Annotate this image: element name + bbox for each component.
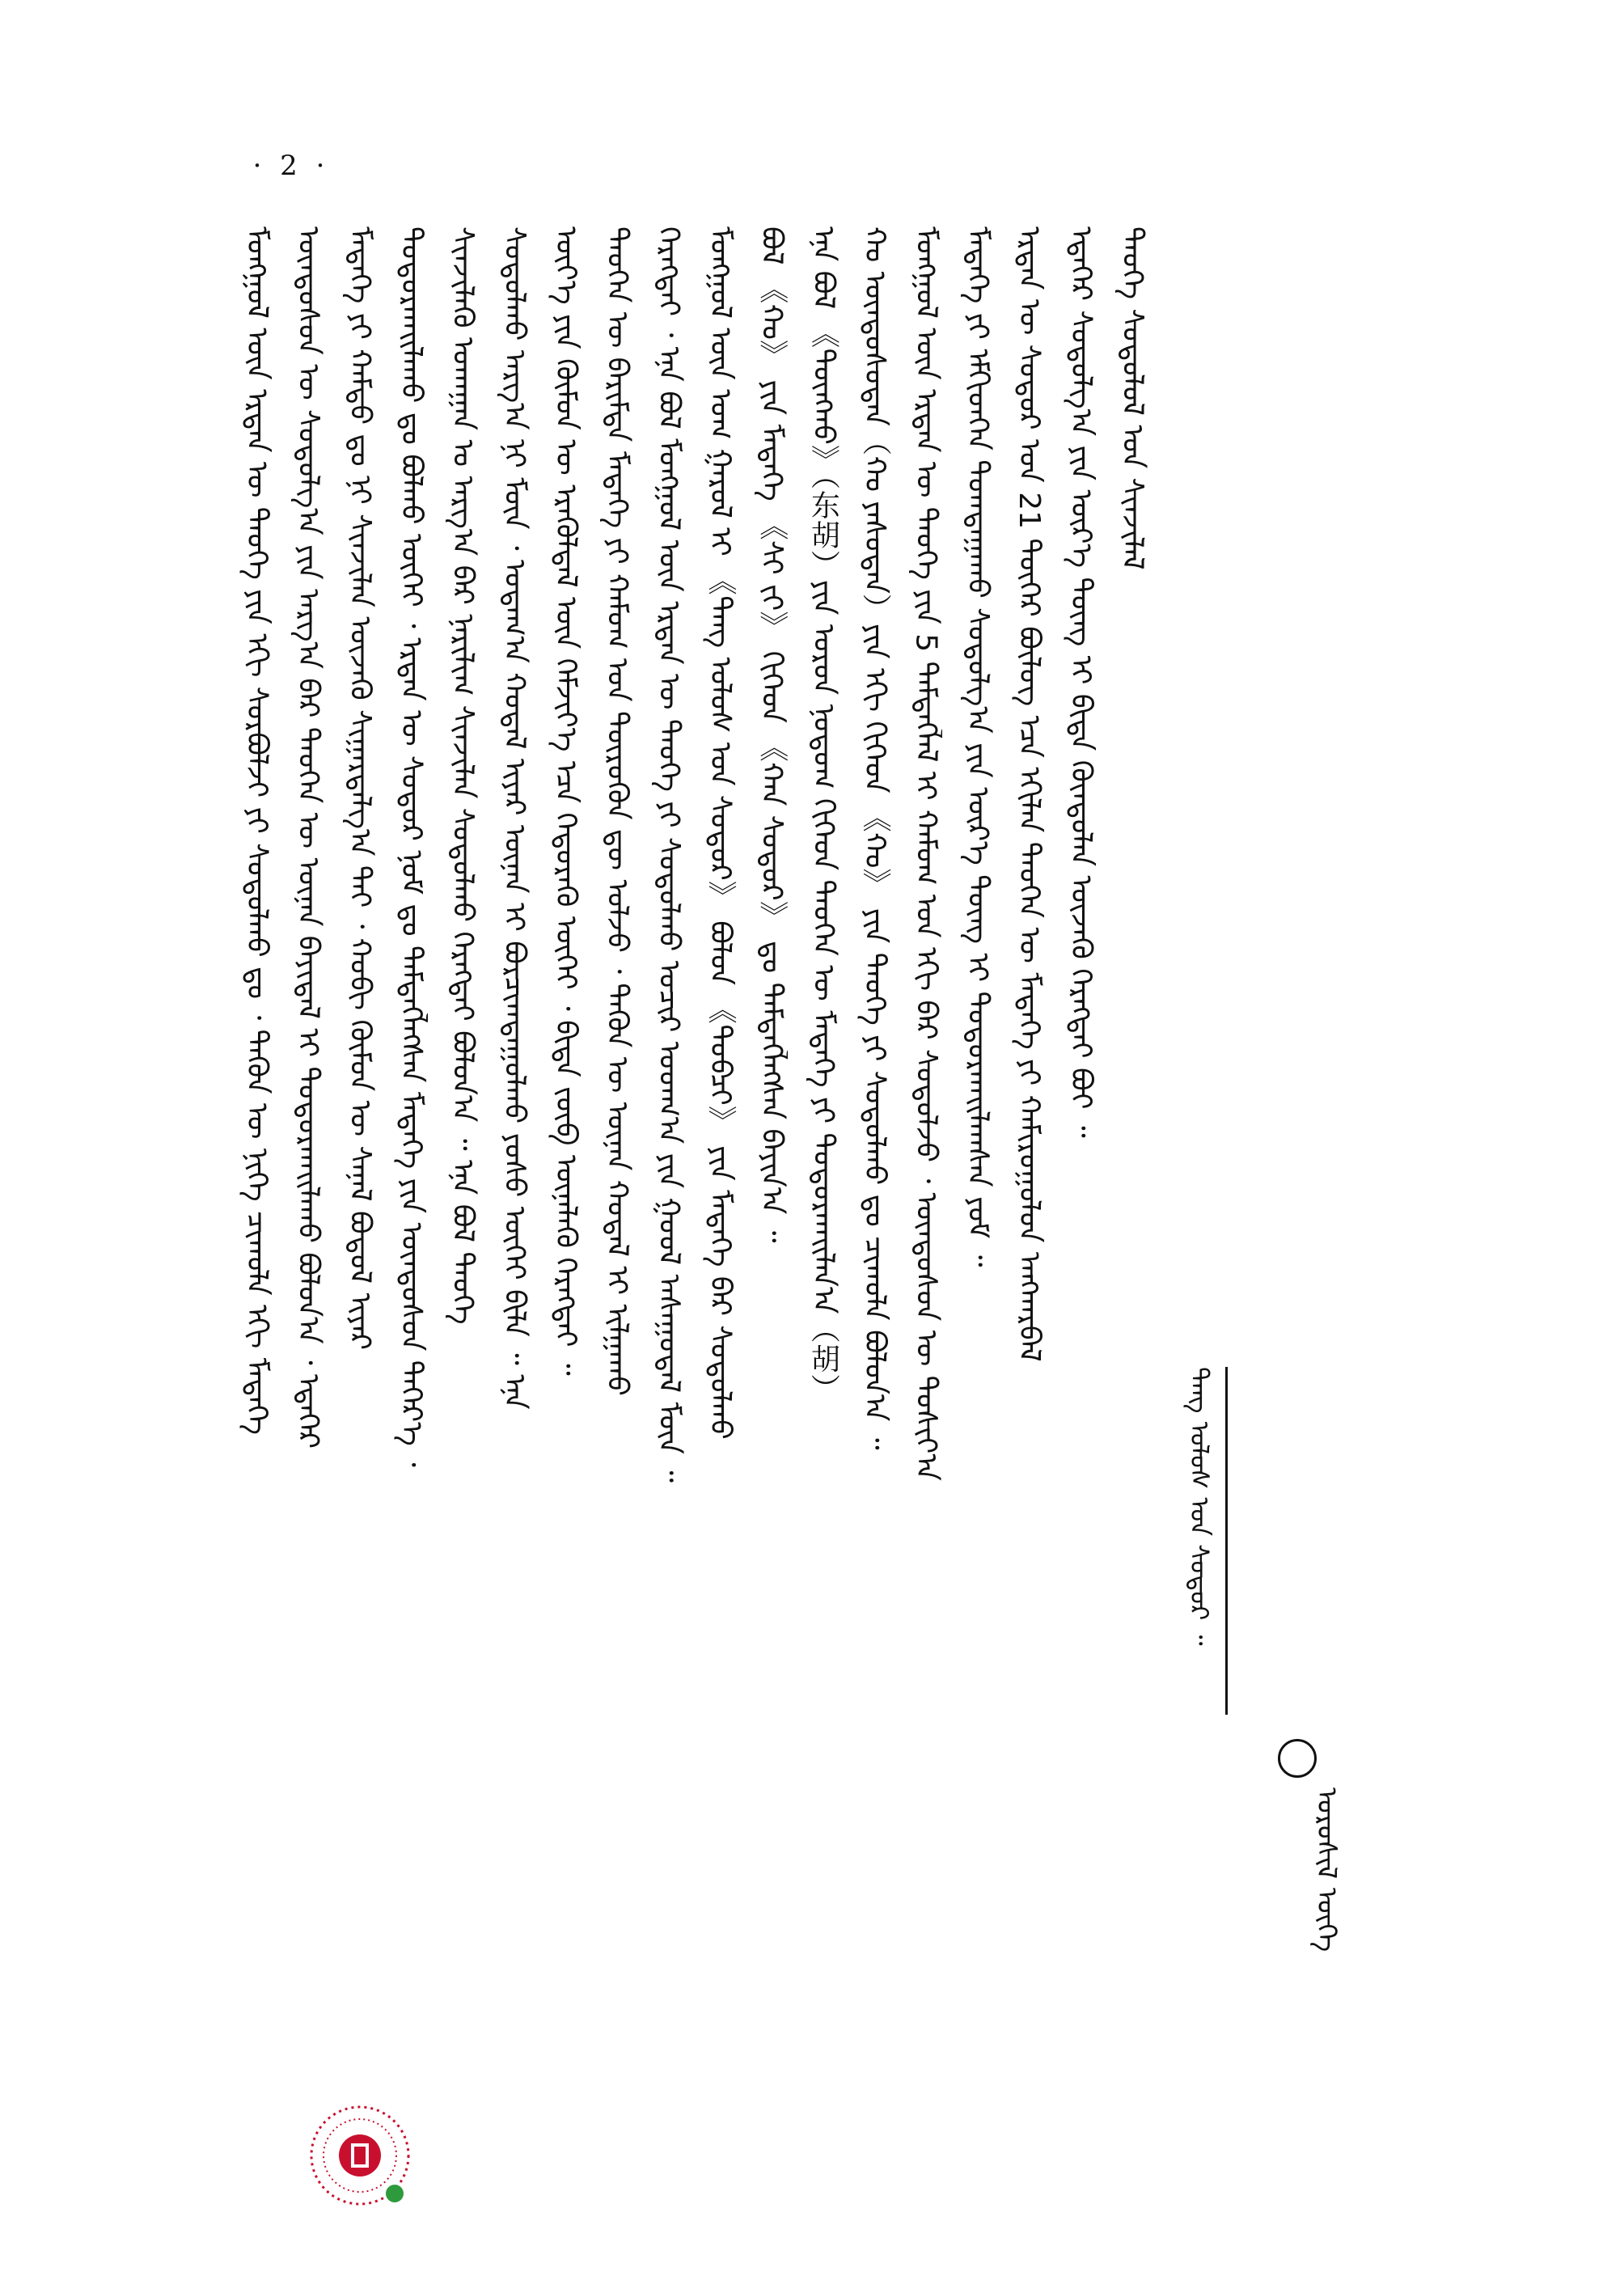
text-line: ᠰᠢᠨᠵᠢᠯᠡᠬᠦ ᠤᠬᠠᠭᠠᠨ ᠤ ᠠᠷᠭ᠎ᠠ ᠪᠠᠷ ᠨᠠᠷᠢᠯᠢᠭ ᠰᠢᠨᠵᠢᠯᠡᠨ ᠰᠤᠳᠤᠯᠬᠤ ᠬᠡᠷᠡᠭᠲᠡᠢ ᠪᠣᠯᠣᠨ᠎ᠠ ᠃ ᠡᠨᠡ ᠪᠣᠯ ᠲᠡᠦᠬᠡ bbox=[446, 226, 480, 1325]
text-line: ᠦᠨᠳᠦᠰᠦᠨ ᠦ ᠰᠤᠳᠤᠯᠭ᠎ᠠ ᠶᠢᠨ ᠠᠷᠭ᠎ᠠ ᠪᠠᠷ ᠲᠡᠦᠬᠡᠨ ᠦ ᠦᠨᠡᠨ ᠪᠠᠶᠢᠳᠠᠯ ᠢ ᠲᠣᠳᠣᠷᠬᠠᠢᠯᠠᠬᠤ ᠪᠣᠯᠣᠨ᠎ᠠ ᠂ ᠡᠳᠡᠭᠡᠷ bbox=[291, 226, 325, 1449]
text-line: ᠰᠤᠳᠤᠯᠬᠤ ᠠᠷᠭ᠎ᠠ ᠨᠢ ᠮᠥᠨ ᠂ ᠤᠳᠠᠭ᠎ᠠ ᠬᠤᠳᠠᠯ ᠢᠶᠠᠷ ᠦᠨᠡᠨ ᠢ ᠪᠤᠷᠴᠢᠭᠳᠠᠭᠤᠯᠬᠤ ᠶᠣᠰᠣ ᠦᠭᠡᠢ ᠪᠢᠯᠡ ᠃ ᠡᠨᠡ bbox=[497, 226, 531, 1410]
body-text-block bbox=[235, 226, 1148, 2087]
footer-label: ᠣᠷᠣᠰᠢᠯ ᠦᠭᠡ bbox=[1310, 1787, 1343, 1952]
text-line: ᠲᠣᠳᠣᠷᠬᠠᠢᠯᠠᠬᠤ ᠳᠤ ᠪᠣᠯᠬᠤ ᠦᠭᠡᠢ ᠂ ᠡᠷᠲᠡᠨ ᠦ ᠰᠤᠳᠤᠷ ᠨᠣᠮ ᠳᠤ ᠲᠡᠮᠳᠡᠭᠯᠡᠭᠰᠡᠨ ᠮᠡᠳᠡᠭᠡ ᠶᠢᠨ ᠦᠨᠳᠦᠰᠦᠨ ᠳᠡᠭᠡᠷ᠎ᠡ ᠂ bbox=[395, 226, 428, 1467]
text-line: ᠲᠡᠦᠬᠡ ᠰᠤᠳᠤᠯᠤᠯ ᠤᠨ ᠰᠢᠨᠵᠢᠯᠡᠯ bbox=[1115, 226, 1149, 570]
footnote-text: ᠲᠠᠩ ᠤᠯᠤᠰ ᠤᠨ ᠰᠤᠳᠤᠷ ᠃ bbox=[1184, 1367, 1215, 1646]
text-line: ᠬᠡᠷᠡᠭᠲᠡᠢ ᠂ ᠡᠨᠡ ᠪᠣᠯ ᠮᠣᠩᠭᠣᠯ ᠦᠨ ᠡᠷᠲᠡᠨ ᠦ ᠲᠡᠦᠬᠡ ᠶᠢ ᠰᠤᠳᠤᠯᠬᠤ ᠤᠴᠢᠷ ᠤᠳᠬ᠎ᠠ ᠶᠢᠨ ᠭᠣᠣᠯ ᠠᠰᠠᠭᠤᠳᠠᠯ ᠮᠥᠨ ᠃ bbox=[652, 226, 686, 1483]
text-line: ᠮᠡᠳᠡᠭᠡ ᠶᠢ ᠬᠠᠮᠲᠤ ᠳᠤ ᠨᠢ ᠰᠢᠨᠵᠢᠯᠡᠨ ᠦᠵᠡᠬᠦ ᠰᠢᠭᠠᠷᠳᠠᠯᠭ᠎ᠠ ᠲᠠᠢ ᠂ ᠬᠤᠪᠢ ᠬᠦᠮᠦᠨ ᠦ ᠰᠠᠨᠠᠯ ᠪᠣᠳᠤᠯ ᠢᠶᠠᠷ bbox=[343, 226, 377, 1351]
text-line: ᠡᠳᠡᠭᠡᠷ ᠰᠤᠳᠤᠯᠭ᠎ᠠ ᠶᠢᠨ ᠦᠷ᠎ᠡ ᠳᠦᠩ ᠢ ᠪᠢᠳᠡ ᠬᠦᠨᠳᠦᠯᠡᠨ ᠦᠵᠡᠬᠦ ᠬᠡᠷᠡᠭᠲᠡᠢ ᠪᠤᠢ ᠃ bbox=[1064, 226, 1097, 1138]
text-line: ᠬᠤ ᠦᠨᠳᠦᠰᠦᠲᠡᠨ（ᠬᠤ ᠶᠠᠰᠤᠲᠠᠨ）ᠶᠢᠨ ᠡᠬᠢ ᠬᠢᠭᠡᠳ 《ᠬᠤ》 ᠶᠢᠨ ᠲᠡᠦᠬᠡ ᠶᠢ ᠰᠤᠳᠤᠯᠬᠤ ᠳᠤ ᠴᠢᠬᠤᠯᠠ ᠪᠣᠯᠤᠨ᠎ᠠ ᠃ bbox=[858, 226, 891, 1450]
text-line: ᠲᠡᠦᠬᠡᠨ ᠦ ᠪᠠᠷᠢᠮᠲᠠ ᠮᠡᠳᠡᠭᠡ ᠶᠢ ᠬᠠᠮᠤᠭ ᠤᠨ ᠲᠦᠷᠦᠭᠦᠨ ᠳᠦ ᠣᠯᠵᠤ ᠂ ᠲᠡᠭᠦᠨ ᠦ ᠦᠨᠡᠨ ᠬᠤᠳᠠᠯ ᠢ ᠢᠯᠭᠠᠬᠤ bbox=[600, 226, 634, 1397]
text-line: ᠮᠣᠩᠭᠣᠯ ᠦᠨ ᠤᠭ ᠭᠠᠷᠤᠯ ᠢ 《ᠲᠠᠩ ᠤᠯᠤᠰ ᠤᠨ ᠰᠤᠳᠤᠷ》 ᠪᠣᠯᠤᠨ 《ᠲᠣᠪᠴᠢ》 ᠶᠢᠨ ᠮᠡᠳᠡᠭᠡ ᠪᠠᠷ ᠰᠤᠳᠤᠯᠬᠤ bbox=[704, 226, 737, 1440]
text-line: ᠡᠨᠡ ᠪᠣᠯ 《ᠳᠦᠩᠬᠤ》（东胡）ᠶᠢᠨ ᠣᠷᠣᠨ ᠨᠤᠲᠤᠭ ᠬᠢᠭᠡᠳ ᠲᠡᠦᠬᠡᠨ ᠦ ᠮᠡᠳᠡᠭᠡ ᠶᠢ ᠲᠣᠳᠣᠷᠬᠠᠢᠯᠠᠨ᠎ᠠ（胡） bbox=[806, 226, 840, 1404]
text-line: ᠪᠣᠯ 《ᠬᠤ》 ᠶᠢᠨ ᠮᠡᠳᠡᠭᠡ 《ᠰᠢ ᠵᠢ》 ᠬᠢᠭᠡᠳ 《ᠬᠠᠨ ᠰᠤᠳᠤᠷ》 ᠳᠤ ᠲᠡᠮᠳᠡᠭᠯᠡᠭᠰᠡᠨ ᠪᠠᠶᠢᠨ᠎ᠠ ᠃ bbox=[755, 226, 789, 1243]
text-line: ᠦᠶ᠎ᠡ ᠶᠢᠨ ᠬᠦᠮᠦᠨ ᠦ ᠡᠷᠡᠬᠦᠯᠳᠡᠯ ᠦᠨ ᠬᠡᠮᠵᠢᠶ᠎ᠡ ᠡᠴᠡ ᠬᠡᠲᠦᠷᠡᠬᠦ ᠦᠭᠡᠢ ᠂ ᠪᠢᠳᠡ ᠵᠥᠪ ᠦᠨᠡᠯᠡᠬᠦ ᠬᠡᠷᠡᠭᠲᠡᠢ ᠃ bbox=[549, 226, 582, 1376]
text-line: ᠮᠣᠩᠭᠣᠯ ᠦᠨ ᠡᠷᠲᠡᠨ ᠦ ᠲᠡᠦᠬᠡ ᠶᠢᠨ ᠡᠬᠢ ᠰᠤᠷᠪᠤᠯᠵᠢ ᠶᠢ ᠰᠤᠳᠤᠯᠬᠤ ᠳᠤ ᠂ ᠲᠡᠭᠦᠨ ᠦ ᠨᠢᠭᠡ ᠴᠢᠬᠤᠯᠠ ᠡᠬᠢ ᠮᠡᠳᠡᠭᠡ bbox=[240, 226, 273, 1435]
publisher-seal-icon bbox=[299, 2095, 421, 2216]
page-number: · 2 · bbox=[252, 150, 330, 182]
footer bbox=[1278, 1739, 1367, 1982]
text-line: ᠡᠷᠲᠡᠨ ᠦ ᠰᠤᠳᠤᠷ ᠤᠨ 21 ᠳᠦᠭᠡᠷ ᠪᠦᠯᠦᠭ ᠡᠴᠡ ᠡᠬᠢᠯᠡᠨ ᠲᠡᠦᠬᠡᠨ ᠦ ᠮᠡᠳᠡᠭᠡ ᠶᠢ ᠬᠠᠮᠢᠷᠤᠭᠤᠯᠤᠨ ᠠᠩᠬᠠᠷᠪᠠᠯ bbox=[1013, 226, 1046, 1362]
circle-icon bbox=[1278, 1739, 1317, 1778]
footnote-divider bbox=[1225, 1367, 1228, 1715]
text-line: ᠮᠡᠳᠡᠭᠡ ᠶᠢ ᠡᠮᠬᠢᠳᠬᠡᠨ ᠲᠣᠭᠲᠠᠭᠠᠬᠤ ᠰᠤᠳᠤᠯᠭ᠎ᠠ ᠶᠢᠨ ᠦᠷ᠎ᠡ ᠳᠦᠩ ᠢ ᠲᠣᠳᠣᠷᠬᠠᠢᠯᠠᠭᠰᠠᠨ ᠶᠤᠮ ᠃ bbox=[961, 226, 995, 1267]
text-line: ᠮᠣᠩᠭᠣᠯ ᠦᠨ ᠡᠷᠲᠡᠨ ᠦ ᠲᠡᠦᠬᠡ ᠶᠢᠨ 5 ᠲᠡᠮᠳᠡᠭᠯᠡᠯ ᠢ ᠬᠠᠮᠤᠭ ᠤᠨ ᠡᠬᠢ ᠪᠠᠷ ᠰᠤᠳᠤᠯᠵᠤ ᠂ ᠦᠨᠳᠦᠰᠦᠨ ᠦ ᠲᠣᠰᠢᠶ᠎ᠠ bbox=[909, 226, 943, 1481]
